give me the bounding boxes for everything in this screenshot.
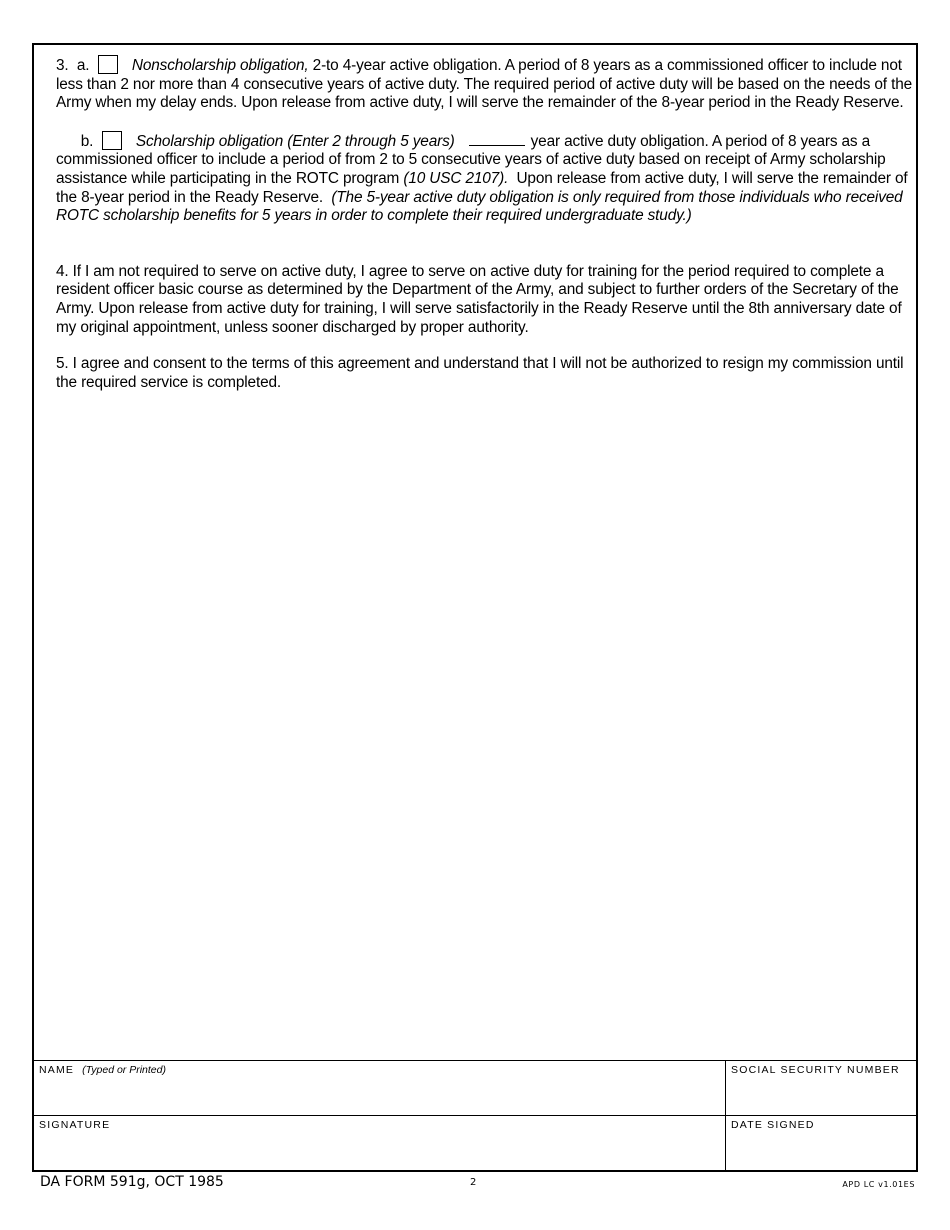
signature-label: SIGNATURE (39, 1119, 111, 1131)
ssn-cell (726, 1061, 916, 1116)
item-3-number: 3. (56, 57, 69, 74)
form-version: APD LC v1.01ES (842, 1180, 915, 1189)
item-3b-letter: b. (80, 132, 94, 150)
item-3b-text-1: year active duty obligation. A period of 8 years as a commissioned officer to include a period of from 2 to 5 consecutive years of active duty based on receipt of Army scholarship assistance while participating in the ROTC program (56, 132, 886, 187)
signature-date-row (34, 1115, 916, 1171)
ssn-input[interactable] (731, 1084, 911, 1112)
agreement-body (56, 55, 914, 392)
item-3a-text: 2-to 4-year active obligation. A period of 8 years as a commissioned officer to include not less than 2 nor more than 4 consecutive years of active duty. The required period of active duty will be based on the needs of the Army when my delay ends. Upon release from active duty, I will serve the remainder of the 8-year period in the Ready Reserve. (56, 57, 913, 112)
name-label-sub: (Typed or Printed) (82, 1064, 166, 1076)
form-frame (32, 43, 918, 1172)
item-5: 5. I agree and consent to the terms of this agreement and understand that I will not be authorized to resign my commission until the required service is completed. (56, 355, 904, 391)
name-cell (34, 1061, 726, 1116)
date-cell (726, 1116, 916, 1171)
signature-input[interactable] (39, 1139, 720, 1167)
item-4: 4. If I am not required to serve on active duty, I agree to serve on active duty for training for the period required to complete a resident officer basic course as determined by the Department of the Army, and subject to further orders of the Secretary of the Army. Upon release from active duty for training, I will serve satisfactorily in the Ready Reserve until the 8th anniversary date of my original appointment, unless sooner discharged by proper authority. (56, 262, 902, 336)
scholarship-checkbox[interactable] (102, 131, 122, 150)
name-label-text: NAME (39, 1064, 75, 1076)
name-ssn-row (34, 1060, 916, 1116)
scholarship-years-field[interactable] (469, 131, 525, 146)
nonscholarship-checkbox[interactable] (98, 55, 118, 74)
name-input[interactable] (39, 1084, 720, 1112)
item-3a (56, 55, 914, 113)
date-label: DATE SIGNED (731, 1119, 815, 1131)
item-3a-letter: a. (76, 57, 90, 74)
signature-cell (34, 1116, 726, 1171)
item-3a-title: Nonscholarship obligation, (131, 57, 309, 74)
name-label (39, 1064, 166, 1076)
item-3b-title: Scholarship obligation (Enter 2 through 5 years) (135, 132, 455, 150)
ssn-label: SOCIAL SECURITY NUMBER (731, 1064, 900, 1076)
item-3b-text-2: Upon release from active duty, I will serve the remainder of the 8-year period in the Ready Reserve. (56, 169, 908, 206)
page-number: 2 (470, 1177, 477, 1188)
form-identifier: DA FORM 591g, OCT 1985 (40, 1174, 224, 1190)
item-3b (56, 131, 914, 226)
date-input[interactable] (731, 1139, 911, 1167)
item-3b-citation: (10 USC 2107). (403, 169, 509, 187)
item-3b-note: (The 5-year active duty obligation is only required from those individuals who received ROTC scholarship benefits for 5 years in order to complete their required undergraduate study.) (56, 188, 903, 225)
